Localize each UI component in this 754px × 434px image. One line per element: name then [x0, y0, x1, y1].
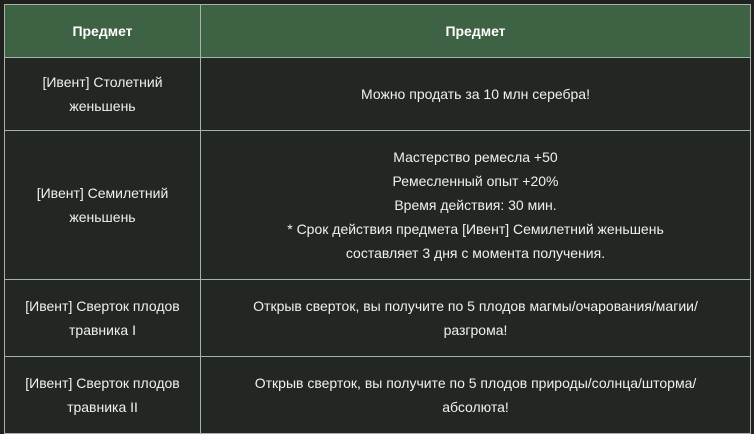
description-line: Время действия: 30 мин. — [394, 197, 557, 213]
table-row — [5, 131, 751, 280]
description-line: разгрома! — [443, 322, 508, 338]
column-header-description: Предмет — [201, 5, 751, 58]
item-name-cell — [5, 58, 201, 131]
item-name-line: [Ивент] Семилетний — [36, 185, 169, 201]
item-description-cell — [201, 357, 751, 434]
item-name-line: [Ивент] Сверток плодов — [25, 375, 180, 391]
item-name-cell — [5, 280, 201, 357]
description-line: Мастерство ремесла +50 — [393, 149, 558, 165]
column-header-item: Предмет — [5, 5, 201, 58]
item-name-line: [Ивент] Сверток плодов — [25, 298, 180, 314]
table-row — [5, 58, 751, 131]
item-name-line: женьшень — [69, 98, 136, 114]
item-name-cell — [5, 131, 201, 280]
description-line: Открыв сверток, вы получите по 5 плодов природы/солнца/шторма/ — [254, 375, 697, 391]
event-items-table — [4, 4, 751, 434]
item-name-line: женьшень — [69, 209, 136, 225]
description-line: Можно продать за 10 млн серебра! — [361, 86, 590, 102]
item-description-cell — [201, 58, 751, 131]
description-line: составляет 3 дня с момента получения. — [345, 245, 606, 261]
item-name-line: травника II — [67, 399, 138, 415]
item-description-cell — [201, 131, 751, 280]
item-description-cell — [201, 280, 751, 357]
description-line: абсолюта! — [442, 399, 509, 415]
description-line: Открыв сверток, вы получите по 5 плодов магмы/очарования/магии/ — [253, 298, 698, 314]
table-row — [5, 280, 751, 357]
table-row — [5, 357, 751, 434]
description-line: * Срок действия предмета [Ивент] Семилетний женьшень — [287, 221, 664, 237]
item-name-line: травника I — [69, 322, 136, 338]
item-name-line: [Ивент] Столетний — [42, 74, 163, 90]
item-name-cell — [5, 357, 201, 434]
table-header-row — [5, 5, 751, 58]
description-line: Ремесленный опыт +20% — [392, 173, 559, 189]
